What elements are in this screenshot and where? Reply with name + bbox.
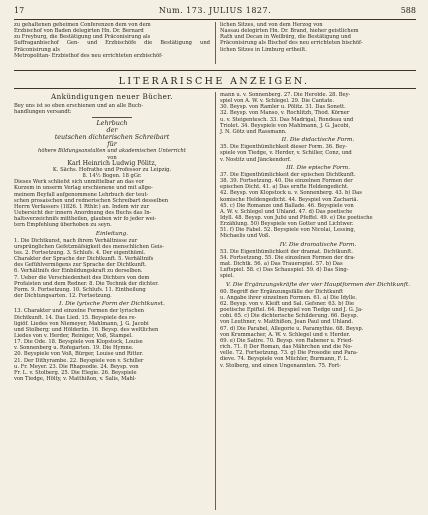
text-line: ligiöf. Liedes von Niemeyer, Mahlmann, J. G. Jacobi	[14, 320, 149, 327]
text-line: 51. f) Die Fabel. 52. Beyspiele von Nicolai, Lessing,	[220, 227, 356, 234]
text-line: schen prosaischen und rednerischen Schreibart desselben	[14, 197, 169, 204]
author-name: Karl Heinrich Ludwig Pölitz,	[67, 159, 157, 167]
text-line: Luftspiel. 58. c) Das Schauspiel. 59. d) Das Sing-	[220, 267, 349, 274]
text-line: v. Stolberg, und einen Ungenannten. 75. Fort-	[220, 362, 341, 369]
text-line: 38. 39. Fortsetzung. 40. Die einzelnen Formen der	[220, 178, 353, 185]
text-line: lichen Sitzes in Limburg ertheilt.	[220, 46, 307, 53]
text-line: epischen Dicht. 41. a) Das ernfte Heldengedicht.	[220, 184, 349, 191]
part1-heading: I. Die lyrische Form der Dichtkunst.	[59, 301, 165, 308]
text-line: 17. Die Ode. 18. Beyspiele von Klopstock, Louise	[14, 339, 143, 346]
part2-text	[220, 144, 416, 162]
text-line: u. Fr. Meyer. 23. Die Rhapsodie. 24. Beysp. von	[14, 363, 139, 370]
text-line: von Leuthner, v. Matthißon, Jean Paul und Uhland.	[220, 319, 354, 326]
text-line: und Stolberg; und Hölderlin. 16. Beysp. des weltlichen	[14, 326, 159, 333]
text-line: 7. Ueber die Verschiedenheit des Dichters von dem	[14, 274, 150, 281]
text-line: tern Empfehlung überhoben zu seyn.	[14, 222, 112, 229]
text-line: Triolet. 34. Beyspiele von Mahlmann, J. G. Jacobi,	[220, 122, 351, 129]
right-main-column	[220, 92, 416, 369]
text-line: Bey uns ist so eben erschienen und an alle Buch-	[14, 103, 143, 110]
text-line: J. N. Götz und Rassmann.	[220, 128, 287, 135]
text-line: mat. Dichtk. 56. a) Das Trauerspiel. 57. b) Das	[220, 261, 343, 268]
text-line: v. Sonnenberg u. Rofegarten. 19. Die Hymne.	[14, 345, 134, 352]
book-subtitle: höhere Bildungsanstalten und akademischen Unterricht	[37, 148, 186, 155]
text-line: haltsverzeichnifs mittheilen, glauben wir fo jeder wei-	[14, 216, 157, 223]
text-line: 32. Beysp. von Manso, v. Rochlitzh, Thod. Körner	[220, 110, 350, 117]
text-line: 1. Die Dichtkunst, nach ihrem Verhältnisse zur	[14, 237, 138, 244]
announcement-heading: Ankündigungen neuer Bücher.	[51, 92, 173, 101]
text-line: u. v. Steigentesch. 33. Das Madrigal, Rondeau und	[220, 116, 354, 123]
text-line: der Dichtungsarten. 12. Fortsetzung.	[14, 293, 112, 300]
text-line: Dieses Werk schliefst sich unmittelbar an das vor	[14, 179, 145, 186]
part3-heading: III. Die epische Form.	[286, 164, 350, 171]
column-divider-top	[215, 22, 216, 64]
text-line: meinem Beyfall aufgenommene Lehrbuch der teut-	[14, 191, 149, 198]
title-line: der	[106, 126, 118, 135]
text-line: poetische Epiftel. 64. Beyspiel von Tiedge und J. G. Ja-	[220, 307, 363, 314]
column-divider-main	[215, 92, 216, 510]
text-line: 69. e) Die Satire. 70. Beysp. von Rabener u. Fried-	[220, 337, 354, 344]
text-line: Charakter der Sprache der Dichtkunft. 5. Verhältnifs	[14, 256, 154, 263]
text-line: Suffraganbischof Gen- und Erzbischöfe die Bestätigung und Präconisirung als	[14, 40, 210, 53]
section-title: LITERARISCHE ANZEIGEN.	[118, 76, 310, 87]
part5-heading: V. Die Ergänzungskräfte der vier Hauptformen der Dichtkunft.	[225, 281, 411, 288]
header-issue: Num. 173. JULIUS 1827.	[158, 6, 272, 15]
text-line: rich. 71. f) Der Roman, das Mährchen und die No-	[220, 344, 353, 351]
text-line: 54. Fortsetzung. 55. Die einzelnen Formen der dra-	[220, 254, 356, 261]
author-title: K. Sächs. Hofrathe und Professor zu Leipzig.	[52, 166, 172, 173]
header-left: 17	[14, 6, 25, 15]
text-line: Metropolitan- Erzbisthof des neu errichteten erzbischöf-	[14, 52, 163, 59]
text-line: spiel.	[220, 273, 235, 280]
text-line: Dichtkunft. 14. Das Lied. 15. Beyspiele des re-	[14, 314, 137, 321]
title-line: für	[107, 140, 117, 149]
text-line: A. W. v. Schlegel und Uhland. 47. d) Das poetische	[220, 208, 353, 215]
text-line: 6. Verhältnifs der Einbildungskraft zu derselben.	[14, 268, 143, 275]
text-line: dieve. 74. Beyspiele von Müchler, Burmann, F. L.	[220, 356, 349, 363]
text-line: Profaisten und dem Redner. 8. Die Technik der dichter.	[14, 280, 159, 287]
text-line: Michaelis und Voß.	[220, 233, 271, 240]
text-line: 35. Die Eigenthümlichkeit dieser Form. 36. Bey-	[220, 144, 347, 151]
intro-text	[14, 103, 210, 115]
text-line: Fr. L. v. Stolberg. 25. Die Elegie. 26. Beyspiele	[14, 369, 137, 376]
text-line: Präconisirung als Bischof des neu errichteten bischöf-	[220, 40, 363, 47]
title-line: teutschen dichterischen Schreibart	[54, 133, 170, 142]
top-right-column	[220, 22, 416, 53]
text-line: u. Angabe ihrer einzelnen Formen. 61. a) Die Idylle.	[220, 294, 357, 301]
text-line: Nassau delegirten Hn. Dr. Brand, hieher geistlichem	[220, 28, 359, 35]
text-line: Erzbischof von Baden delegirten Hn. Dr. Bernard	[14, 28, 144, 35]
text-line: Form. 9. Fortsetzung. 10. Schlufs. 11. Eintheilung	[14, 286, 146, 293]
text-line: 53. Die Eigenthümlichkeit der dramat. Dichtkunft.	[220, 248, 353, 255]
text-line: von Krummacher, A. W. v. Schlegel und v. Herder.	[220, 331, 351, 338]
text-line: lichen Sitzes, und von dem Herzog von	[220, 22, 323, 28]
text-line: 21. Der Dithyrambe. 22. Beyspiele von v. Schiller	[14, 357, 144, 364]
text-line: Erzählung. 50) Beyspiele von Gotter und Lichtwer.	[220, 221, 354, 228]
einleitung-heading: Einleitung.	[95, 230, 129, 237]
text-line: Uebersicht der innern Anordnung des Buchs das In-	[14, 210, 152, 217]
part5-text	[220, 289, 416, 369]
text-line: 45. c) Die Romanze und Ballade. 46. Beyspiele von	[220, 202, 354, 209]
text-line: tes. 2. Fortsetzung. 3. Schlufs. 4. Der eigenthüml.	[14, 249, 146, 256]
text-line: 13. Charakter und einzelne Formen der lyrischen	[14, 308, 145, 315]
part3-text	[220, 172, 416, 240]
text-line: 62. Beysp. von v. Kleift und Sal. Gefsner. 63. b) Die	[220, 301, 355, 307]
text-line: 20. Beyspiele von Voß, Bürger, Louise und Ritter.	[14, 351, 144, 358]
part2-heading: II. Die didactische Form.	[281, 137, 355, 144]
text-line: velle. 72. Fortsetzung. 73. g) Die Prosodie und Para-	[220, 350, 358, 357]
text-line: spiele von Tiedge, v. Herder, v. Schiller, Conz, und	[220, 150, 352, 157]
part4-heading: IV. Die dramatische Form.	[279, 241, 357, 248]
left-main-column	[14, 92, 210, 382]
text-line: cobi. 65. c) Die dichterische Schilderung. 66. Beysp.	[220, 313, 359, 320]
right-intro-text	[220, 92, 416, 135]
text-line: handlungen versandt:	[14, 109, 72, 116]
text-line: des Gefühlvermögens zur Sprache der Dichtkunft.	[14, 262, 147, 269]
part4-text	[220, 249, 416, 280]
page-header	[14, 6, 416, 20]
text-line: zu gehaltenen geheimen Conferenzen dem von dem	[14, 22, 151, 28]
book-description	[14, 179, 210, 228]
text-line: Kurzem in unserm Verlag erschienene und mit allge-	[14, 185, 153, 192]
book-von: von	[107, 154, 117, 161]
text-line: mann u. v. Sonnenberg. 27. Die Heroïde. 28. Bey-	[220, 92, 351, 98]
text-line: ursprünglichen Gefetzmäfsigkeit des menschlichen Geis-	[14, 243, 164, 250]
text-line: 60. Begriff der Ergänzungsfälle der Dichtkunft	[220, 288, 344, 295]
text-line: Idyll. 48. Beysp. von Jufsi und Pfeffel. 49. e) Die poetische	[220, 214, 373, 221]
book-price: 8. 14½ Bogen. 18 gGr.	[82, 173, 142, 180]
header-rule	[14, 19, 416, 20]
top-left-column	[14, 22, 210, 59]
divider-rule	[92, 117, 132, 118]
text-line: zu Freyburg, die Bestätigung und Präconisirung als	[14, 34, 151, 41]
text-line: von Tiedge, Hölty, v. Matthißon, v. Salis, Mahl-	[14, 376, 137, 383]
text-line: Herrn Verfassers (1826. 1 Rthlr.) an. Indem wir zur	[14, 203, 150, 210]
text-line: 30. Beysp. von Ramler u. Pölitz. 31. Das Sonett.	[220, 104, 346, 111]
text-line: 67. d) Die Parabel, Allegorie u. Paramythie. 68. Beysp.	[220, 325, 364, 332]
page-number: 588	[400, 6, 416, 15]
title-line: Lehrbuch	[96, 119, 128, 128]
book-title	[14, 120, 210, 148]
text-line: komische Heldengedicht. 44. Beyspiel von Zachariä.	[220, 196, 359, 203]
einleitung-text	[14, 238, 210, 300]
part1-text	[14, 308, 210, 382]
text-line: 37. Die Eigenthümlichkeit der epischen Dichtkunft.	[220, 171, 356, 178]
text-line: 42. Beysp. von Klopstock u. v. Sonnenberg. 43. b) Das	[220, 190, 362, 197]
section-rule-top	[14, 70, 416, 71]
text-line: spiel von A. W. v. Schlegel. 29. Die Cantate.	[220, 98, 335, 105]
text-line: Liedes von v. Herder, Reiniger, Voß, Stampel.	[14, 333, 133, 339]
section-rule-bottom	[14, 88, 416, 89]
text-line: v. Nostitz und Jänckendorf.	[220, 156, 292, 163]
text-line: Rath und Decan in Weilbürg, die Bestätigung und	[220, 34, 351, 41]
